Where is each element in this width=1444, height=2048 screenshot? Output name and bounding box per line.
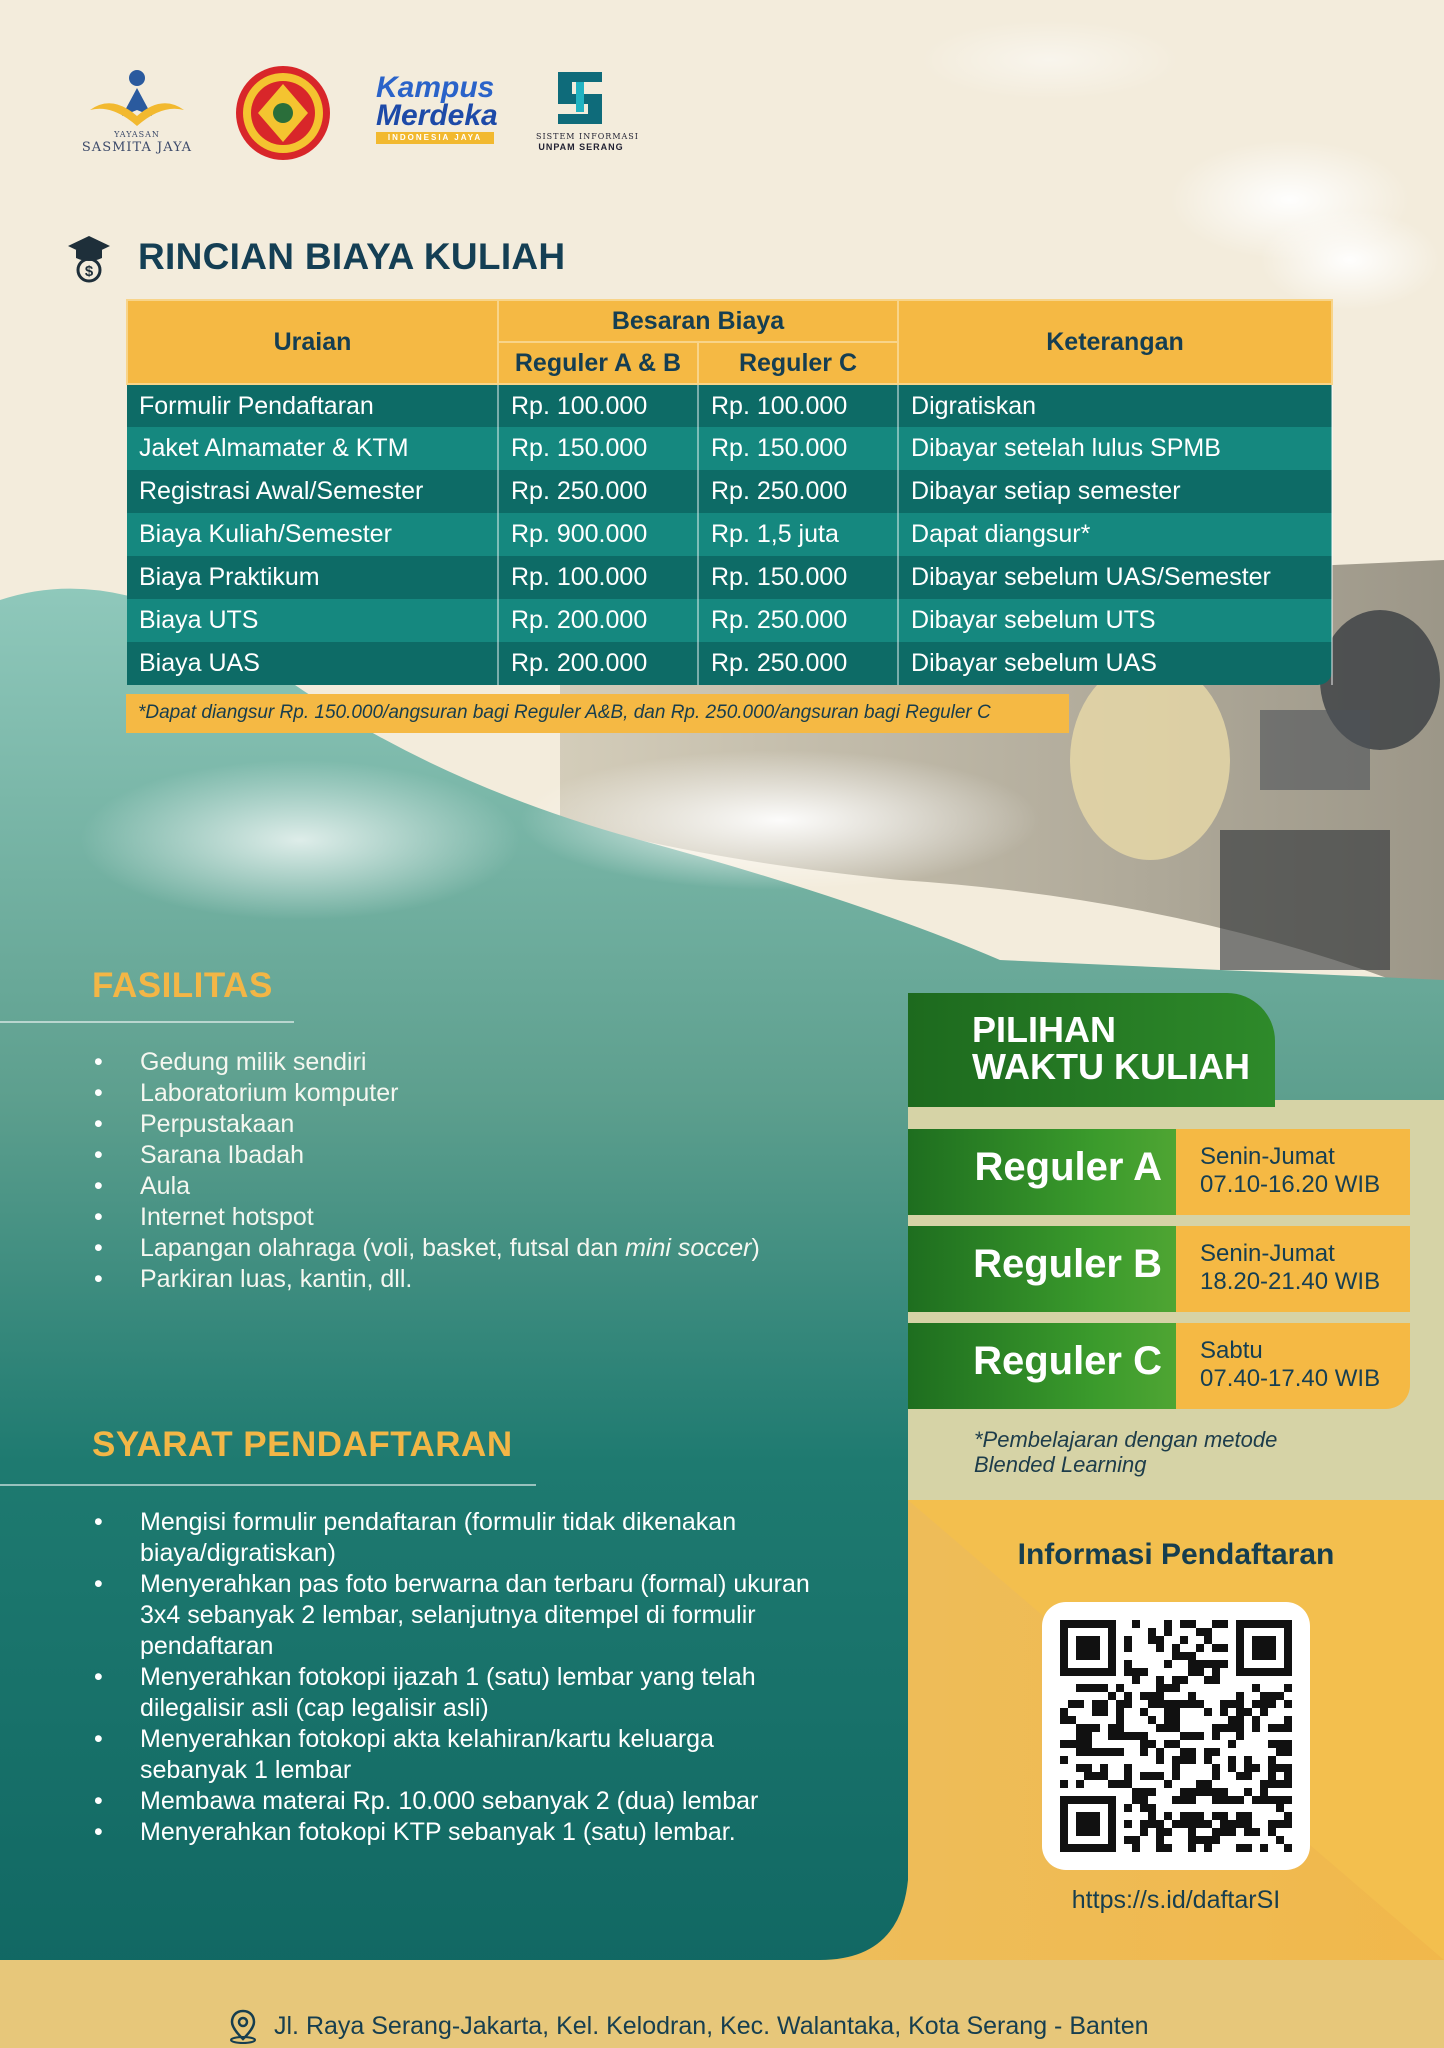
- university-seal-logo: [234, 64, 332, 167]
- table-row: [127, 556, 1332, 599]
- reguler-b-label: Reguler B: [908, 1226, 1176, 1312]
- table-row: [127, 427, 1332, 470]
- list-item: • Sarana Ibadah: [94, 1140, 854, 1171]
- pilihan-line1: PILIHAN: [972, 1009, 1116, 1050]
- registration-qr-code[interactable]: [1042, 1602, 1310, 1870]
- table-row: [127, 513, 1332, 556]
- list-item: [94, 1233, 854, 1264]
- syarat-title: SYARAT PENDAFTARAN: [92, 1425, 513, 1464]
- list-item: • Perpustakaan: [94, 1109, 854, 1140]
- reguler-c-schedule: [1176, 1323, 1410, 1409]
- sport-suffix: ): [751, 1234, 760, 1262]
- reguler-a-label: Reguler A: [908, 1129, 1176, 1215]
- table-row: [127, 642, 1332, 685]
- cell-keterangan: Dibayar setiap semester: [898, 470, 1332, 513]
- cell-reg-c: Rp. 250.000: [698, 599, 898, 642]
- blended-learning-note: [974, 1427, 1277, 1477]
- list-item: • Membawa materai Rp. 10.000 sebanyak 2 (dua) lembar: [94, 1786, 814, 1817]
- cell-uraian: Biaya UTS: [127, 599, 498, 642]
- si-emblem-icon: [550, 68, 610, 128]
- syarat-divider: [0, 1484, 536, 1486]
- reguler-a-time: 07.10-16.20 WIB: [1200, 1171, 1381, 1198]
- university-seal-icon: [234, 64, 332, 162]
- kampus-text: Kampus: [376, 71, 495, 104]
- fasilitas-list: [94, 1047, 854, 1295]
- col-header-uraian: Uraian: [127, 300, 498, 384]
- svg-text:$: $: [84, 263, 94, 280]
- cell-keterangan: Dibayar sebelum UAS: [898, 642, 1332, 685]
- reguler-b-schedule: [1176, 1226, 1410, 1312]
- location-pin-icon: [226, 2008, 260, 2044]
- list-item: • Parkiran luas, kantin, dll.: [94, 1264, 854, 1295]
- si-line1: SISTEM INFORMASI: [536, 132, 639, 141]
- pilihan-waktu-title: [908, 993, 1275, 1107]
- syarat-list: [94, 1507, 814, 1848]
- fasilitas-title: FASILITAS: [92, 966, 273, 1005]
- cell-reg-ab: Rp. 200.000: [498, 642, 698, 685]
- cell-uraian: Formulir Pendaftaran: [127, 384, 498, 427]
- cell-uraian: Biaya Kuliah/Semester: [127, 513, 498, 556]
- cell-reg-ab: Rp. 200.000: [498, 599, 698, 642]
- list-item: • Internet hotspot: [94, 1202, 854, 1233]
- reguler-b-days: Senin-Jumat: [1200, 1240, 1335, 1267]
- kampus-sub-text: INDONESIA JAYA: [376, 132, 494, 144]
- list-item: • Menyerahkan fotokopi akta kelahiran/kartu keluarga sebanyak 1 lembar: [94, 1724, 814, 1786]
- list-item: • Aula: [94, 1171, 854, 1202]
- fee-table: [126, 299, 1333, 685]
- list-item: • Menyerahkan fotokopi ijazah 1 (satu) lembar yang telah dilegalisir asli (cap legalisir asli): [94, 1662, 814, 1724]
- table-row: [127, 470, 1332, 513]
- table-row: [127, 384, 1332, 427]
- reguler-c-label: Reguler C: [908, 1323, 1176, 1409]
- cell-reg-c: Rp. 1,5 juta: [698, 513, 898, 556]
- sport-italic: mini soccer: [625, 1234, 752, 1262]
- pilihan-line2: WAKTU KULIAH: [972, 1046, 1250, 1087]
- cell-reg-ab: Rp. 100.000: [498, 556, 698, 599]
- list-item: • Laboratorium komputer: [94, 1078, 854, 1109]
- cell-uraian: Registrasi Awal/Semester: [127, 470, 498, 513]
- cell-reg-c: Rp. 150.000: [698, 427, 898, 470]
- col-header-reguler-c: Reguler C: [698, 342, 898, 384]
- fee-footnote: *Dapat diangsur Rp. 150.000/angsuran bagi Reguler A&B, dan Rp. 250.000/angsuran bagi Reguler C: [126, 694, 1069, 733]
- cell-reg-c: Rp. 100.000: [698, 384, 898, 427]
- blended-line2: Blended Learning: [974, 1452, 1147, 1477]
- campus-address: Jl. Raya Serang-Jakarta, Kel. Kelodran, Kec. Walantaka, Kota Serang - Banten: [274, 2012, 1149, 2040]
- reguler-a-option: [908, 1129, 1410, 1215]
- yayasan-top-text: YAYASAN: [114, 130, 160, 139]
- sistem-informasi-logo: [536, 68, 639, 158]
- col-header-keterangan: Keterangan: [898, 300, 1332, 384]
- cell-uraian: Jaket Almamater & KTM: [127, 427, 498, 470]
- cell-uraian: Biaya UAS: [127, 642, 498, 685]
- qr-code-icon: [1060, 1620, 1292, 1852]
- reguler-c-days: Sabtu: [1200, 1337, 1263, 1364]
- fee-section-title: RINCIAN BIAYA KULIAH: [138, 236, 566, 277]
- informasi-title: Informasi Pendaftaran: [1017, 1538, 1335, 1571]
- graduation-money-icon: [66, 234, 112, 284]
- cell-reg-c: Rp. 250.000: [698, 470, 898, 513]
- reguler-b-option: [908, 1226, 1410, 1312]
- reguler-c-time: 07.40-17.40 WIB: [1200, 1365, 1381, 1392]
- fasilitas-divider: [0, 1021, 294, 1023]
- table-row: [127, 599, 1332, 642]
- registration-link[interactable]: https://s.id/daftarSI: [1071, 1886, 1281, 1914]
- kampus-merdeka-logo: [376, 71, 516, 144]
- cell-keterangan: Digratiskan: [898, 384, 1332, 427]
- yayasan-logo: [82, 64, 192, 156]
- reguler-b-time: 18.20-21.40 WIB: [1200, 1268, 1381, 1295]
- cell-reg-c: Rp. 250.000: [698, 642, 898, 685]
- reguler-c-option: [908, 1323, 1410, 1409]
- col-header-besaran: Besaran Biaya: [498, 300, 898, 342]
- cell-uraian: Biaya Praktikum: [127, 556, 498, 599]
- cell-keterangan: Dibayar sebelum UTS: [898, 599, 1332, 642]
- yayasan-emblem-icon: [82, 64, 192, 134]
- cell-reg-ab: Rp. 900.000: [498, 513, 698, 556]
- yayasan-name-text: SASMITA JAYA: [81, 140, 193, 155]
- list-item: • Menyerahkan fotokopi KTP sebanyak 1 (satu) lembar.: [94, 1817, 814, 1848]
- col-header-reguler-ab: Reguler A & B: [498, 342, 698, 384]
- reguler-a-days: Senin-Jumat: [1200, 1143, 1335, 1170]
- cell-reg-ab: Rp. 250.000: [498, 470, 698, 513]
- list-item: • Mengisi formulir pendaftaran (formulir tidak dikenakan biaya/digratiskan): [94, 1507, 814, 1569]
- reguler-a-schedule: [1176, 1129, 1410, 1215]
- merdeka-text: Merdeka: [376, 99, 498, 132]
- cell-keterangan: Dibayar sebelum UAS/Semester: [898, 556, 1332, 599]
- list-item: • Menyerahkan pas foto berwarna dan terbaru (formal) ukuran 3x4 sebanyak 2 lembar, selanjutnya ditempel di formulir pendaftaran: [94, 1569, 814, 1662]
- sport-prefix: Lapangan olahraga (voli, basket, futsal dan: [140, 1234, 626, 1262]
- list-item: • Gedung milik sendiri: [94, 1047, 854, 1078]
- cell-reg-ab: Rp. 150.000: [498, 427, 698, 470]
- cell-keterangan: Dibayar setelah lulus SPMB: [898, 427, 1332, 470]
- blended-line1: *Pembelajaran dengan metode: [974, 1427, 1278, 1452]
- cell-reg-ab: Rp. 100.000: [498, 384, 698, 427]
- cell-reg-c: Rp. 150.000: [698, 556, 898, 599]
- cell-keterangan: Dapat diangsur*: [898, 513, 1332, 556]
- si-line2: UNPAM SERANG: [538, 142, 624, 152]
